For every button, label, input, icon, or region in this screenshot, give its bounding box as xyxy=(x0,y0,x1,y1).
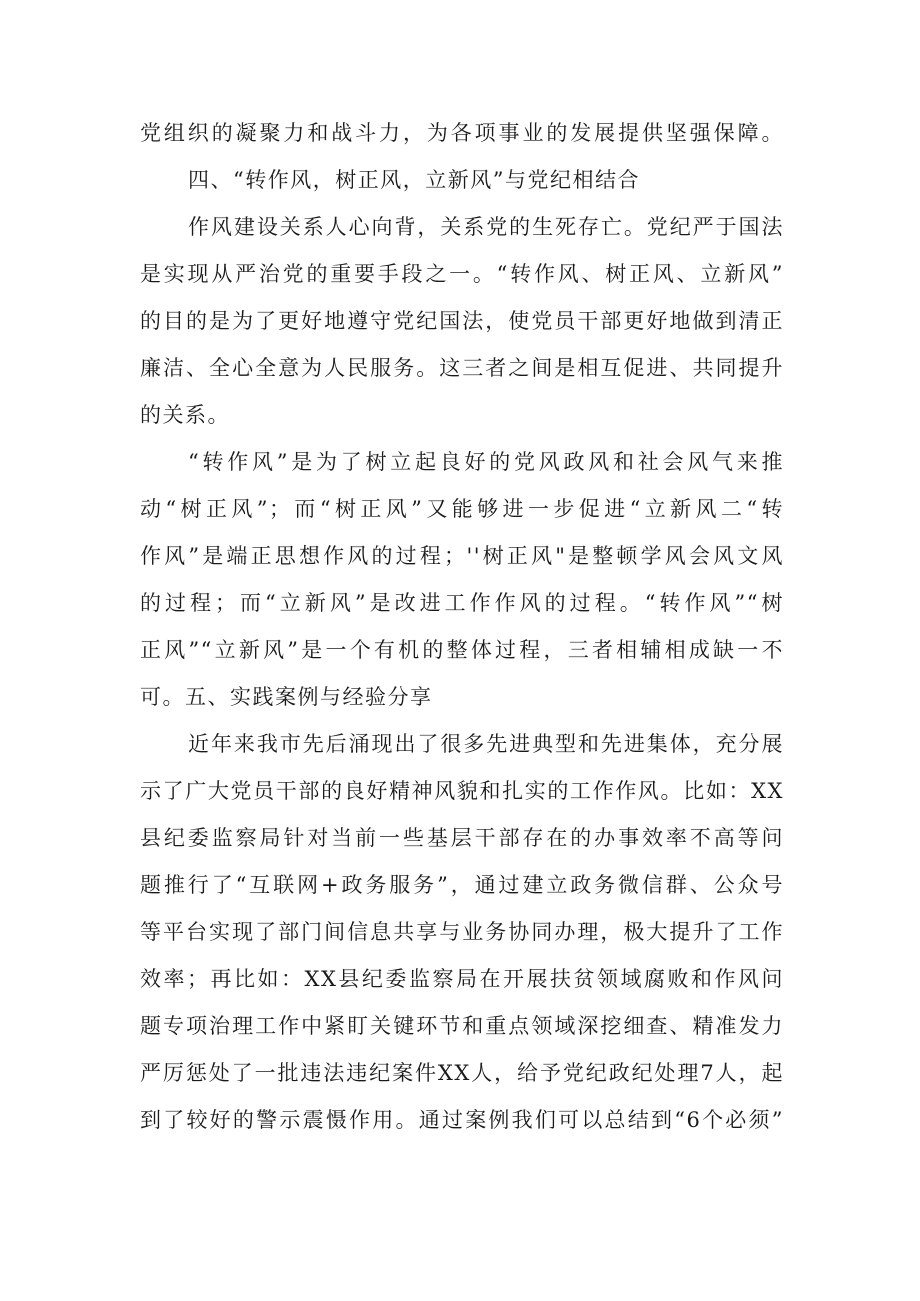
text-line: 县纪委监察局针对当前一些基层干部存在的办事效率不高等问 xyxy=(140,826,784,850)
text-line: 作风建设关系人心向背，关系党的生死存亡。党纪严于国法 xyxy=(188,215,784,239)
text-line: 廉洁、全心全意为人民服务。这三者之间是相互促进、共同提升 xyxy=(140,356,784,380)
text-line: 党组织的凝聚力和战斗力，为各项事业的发展提供坚强保障。 xyxy=(140,121,784,145)
text-line: 可。五、实践案例与经验分享 xyxy=(140,685,433,709)
text-line: 的过程；而“立新风”是改进工作作风的过程。“转作风”“树 xyxy=(140,591,784,615)
body-text xyxy=(140,110,784,1144)
text-line: 严厉惩处了一批违法违纪案件XX人，给予党纪政纪处理7人，起 xyxy=(140,1061,784,1085)
section-heading: 四、“转作风，树正风，立新风”与党纪相结合 xyxy=(188,168,640,192)
text-line: 题专项治理工作中紧盯关键环节和重点领域深挖细查、精准发力 xyxy=(140,1014,784,1038)
text-line: 的关系。 xyxy=(140,403,230,427)
text-line: 效率；再比如：XX县纪委监察局在开展扶贫领域腐败和作风问 xyxy=(140,967,784,991)
text-line: 的目的是为了更好地遵守党纪国法，使党员干部更好地做到清正 xyxy=(140,309,784,333)
text-line: 是实现从严治党的重要手段之一。“转作风、树正风、立新风” xyxy=(140,262,784,286)
text-line: 近年来我市先后涌现出了很多先进典型和先进集体，充分展 xyxy=(188,732,784,756)
text-line: 作风”是端正思想作风的过程；''树正风"是整顿学风会风文风 xyxy=(140,544,784,568)
text-line: 动“树正风”；而“树正风”又能够进一步促进“立新风二“转 xyxy=(140,497,784,521)
text-line: 题推行了“互联网+政务服务”，通过建立政务微信群、公众号 xyxy=(140,873,784,897)
text-line: 等平台实现了部门间信息共享与业务协同办理，极大提升了工作 xyxy=(140,920,784,944)
text-line: “转作风”是为了树立起良好的党风政风和社会风气来推 xyxy=(188,450,784,474)
text-line: 示了广大党员干部的良好精神风貌和扎实的工作作风。比如：XX xyxy=(140,779,784,803)
text-line: 正风”“立新风”是一个有机的整体过程，三者相辅相成缺一不 xyxy=(140,638,784,662)
text-line: 到了较好的警示震慑作用。通过案例我们可以总结到“6个必须” xyxy=(140,1108,784,1132)
